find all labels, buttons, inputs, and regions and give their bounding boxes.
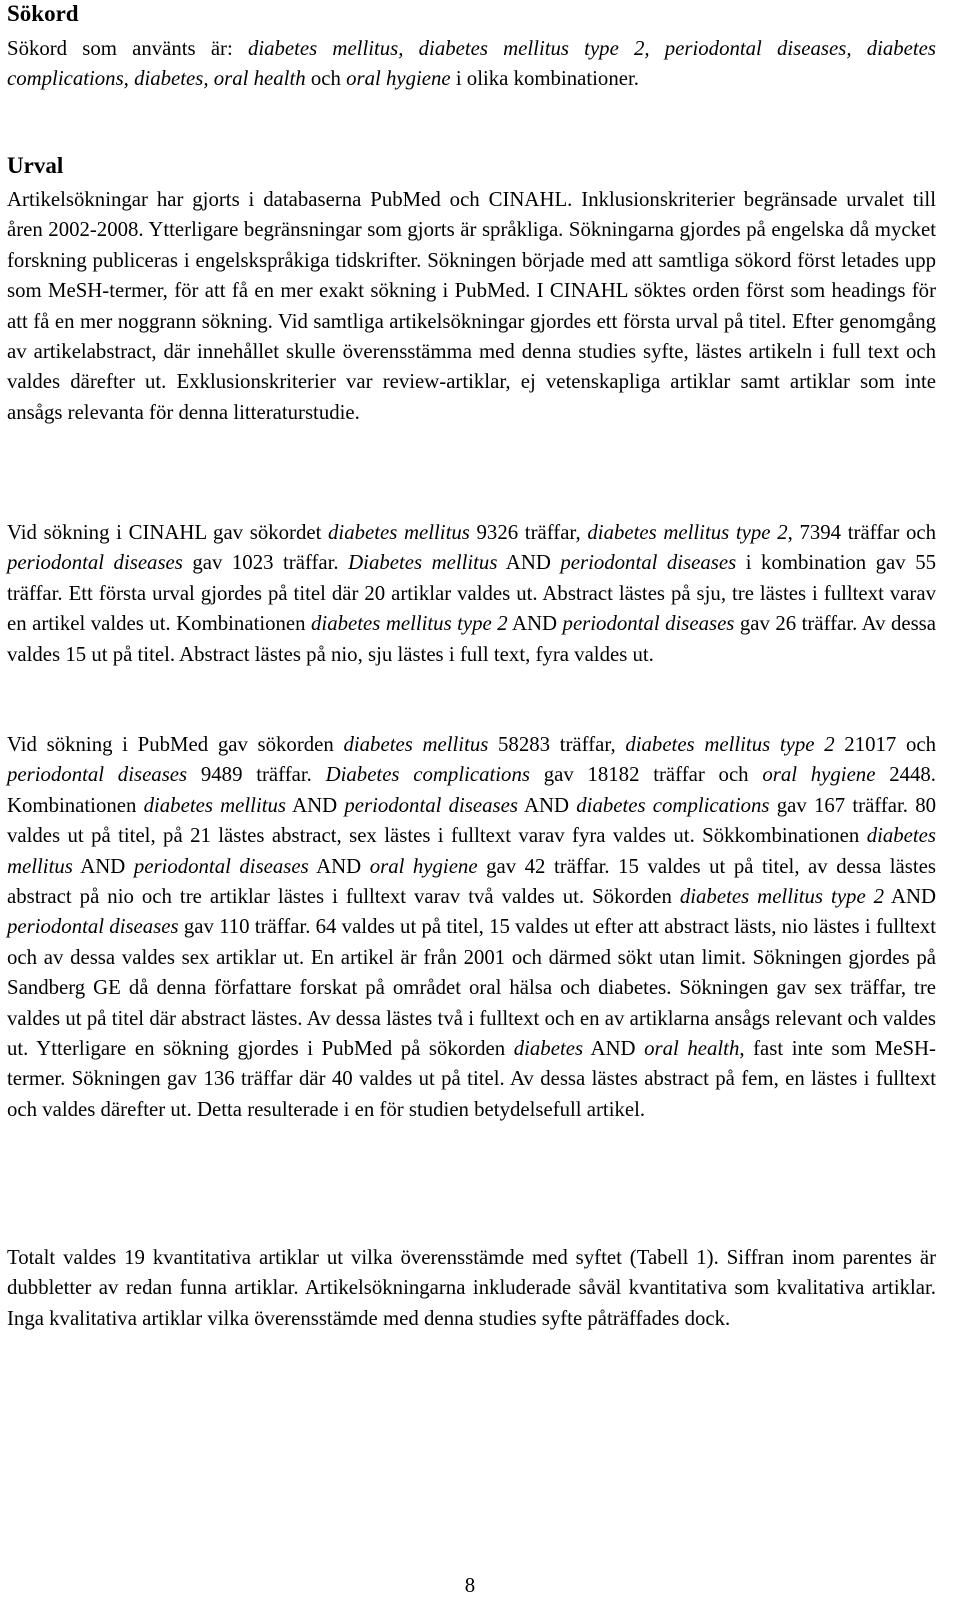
paragraph-pubmed-search [7, 730, 936, 1125]
italic-term: diabetes mellitus [343, 733, 489, 756]
text-run: gav 167 träffar. 80 valdes ut på titel, på 21 lästes abstract, sex lästes i fulltext varav fyra valdes ut. Sökkombinationen [7, 793, 936, 848]
text-run: gav 18182 träffar och [529, 763, 763, 787]
italic-term: 2 [777, 521, 788, 544]
italic-term: periodontal diseases [7, 763, 188, 787]
text-run: gav 42 träffar. 15 valdes ut på titel, av dessa lästes abstract på nio och tre artiklar lästes i fulltext varav två valdes ut. Sökorden [7, 854, 936, 909]
italic-term: periodontal diseases [7, 915, 179, 939]
text-run: AND [884, 885, 937, 909]
text-run: gav 1023 träffar. [182, 551, 349, 575]
italic-term: diabetes mellitus type 2 [679, 885, 885, 909]
text-run: Vid sökning i PubMed gav sökorden [7, 733, 344, 756]
text-run: AND [72, 854, 134, 878]
text-run: gav 26 träffar. Av dessa valdes 15 ut på titel. Abstract lästes på nio, sju lästes i full text, fyra valdes ut. [7, 612, 936, 666]
italic-term: oral hygiene [346, 67, 451, 91]
text-run: , fast inte som MeSH-termer. Sökningen gav 136 träffar där 40 valdes ut på titel. Av dessa lästes abstract på fem, en lästes i fulltext och valdes därefter ut. Detta resulterade i en för studien betydelsefull artikel. [7, 1037, 936, 1121]
text-run: Totalt valdes 19 kvantitativa artiklar ut vilka överensstämde med syftet (Tabell 1). Siffran inom parentes är dubbletter av redan funna artiklar. Artikelsökningarna inkluderade såväl kvantitativa som kvalitativa artiklar. Inga kvalitativa artiklar vilka överensstämde med denna studies syfte påträffades dock. [7, 1246, 936, 1330]
italic-term: oral health [644, 1037, 740, 1061]
text-run: AND [507, 612, 563, 636]
italic-term: Diabetes mellitus [348, 551, 498, 575]
text-run: AND [497, 551, 561, 575]
italic-term: Diabetes complications [325, 763, 530, 787]
italic-term: diabetes mellitus [143, 793, 286, 817]
text-run: Sökord som använts är: [7, 37, 248, 60]
text-run: AND [583, 1037, 645, 1061]
italic-term: periodontal diseases [7, 551, 183, 575]
italic-term: oral hygiene [369, 854, 478, 878]
italic-term: periodontal diseases [344, 793, 518, 817]
paragraph-cinahl-search [7, 518, 936, 670]
text-run: gav 110 träffar. 64 valdes ut på titel, 15 valdes ut efter att abstract lästs, nio lästes i fulltext och av dessa valdes sex artiklar ut. En artikel är från 2001 och därmed sökt utan limit. Sökningen gjordes på Sandberg GE då denna författare forskat på området oral hälsa och diabetes. Sökningen gav sex träffar, tre valdes ut på titel där abstract lästes. Av dessa lästes två i fulltext och en av artiklarna ansågs relevant och valdes ut. Ytterligare en sökning gjordes i PubMed på sökorden [7, 915, 936, 1061]
text-run: Vid sökning i CINAHL gav sökordet [7, 521, 329, 544]
section-heading-urval: Urval [7, 153, 64, 178]
italic-term: diabetes complications [576, 793, 770, 817]
italic-term: periodontal diseases [562, 612, 735, 636]
italic-term: diabetes mellitus [328, 521, 470, 544]
text-run: 21017 och [834, 733, 937, 756]
section-heading-sokord: Sökord [7, 1, 79, 26]
italic-term: oral hygiene [762, 763, 876, 787]
paragraph-total-selection [7, 1243, 936, 1334]
italic-term: periodontal diseases [133, 854, 309, 878]
paragraph-sokord [7, 34, 936, 95]
italic-term: diabetes mellitus type 2 [625, 733, 835, 756]
italic-term: diabetes mellitus type [587, 521, 771, 544]
text-run: 9326 träffar, [469, 521, 588, 544]
text-run: och [305, 67, 347, 91]
italic-term: diabetes mellitus type 2 [311, 612, 508, 636]
italic-term: periodontal diseases [560, 551, 737, 575]
text-run: AND [286, 793, 345, 817]
text-run: 2448. Kombinationen [7, 763, 936, 817]
text-run: AND [308, 854, 370, 878]
italic-term: diabetes mellitus [7, 824, 936, 878]
italic-term: diabetes [513, 1037, 584, 1061]
text-run: i olika kombinationer. [450, 67, 639, 91]
text-run: 9489 träffar. [187, 763, 326, 787]
italic-term: diabetes mellitus, diabetes mellitus type 2, periodontal diseases, diabetes complications, diabetes, oral health [7, 37, 936, 91]
paragraph-urval [7, 185, 936, 428]
text-run: , 7394 träffar och [787, 521, 936, 544]
text-run: Artikelsökningar har gjorts i databaserna PubMed och CINAHL. Inklusionskriterier begränsade urvalet till åren 2002-2008. Ytterligare begränsningar som gjorts är språkliga. Sökningarna gjordes på engelska då mycket forskning publiceras i engelskspråkiga tidskrifter. Sökningen började med att samtliga sökord först letades upp som MeSH-termer, för att få en mer exakt sökning i PubMed. I CINAHL söktes orden först som headings för att få en mer noggrann sökning. Vid samtliga artikelsökningar gjordes ett första urval på titel. Efter genomgång av artikelabstract, där innehållet skulle överensstämma med denna studies syfte, lästes artikeln i full text och valdes därefter ut. Exklusionskriterier var review-artiklar, ej vetenskapliga artiklar samt artiklar som inte ansågs relevanta för denna litteraturstudie. [7, 188, 936, 424]
text-run: AND [517, 793, 577, 817]
page-number: 8 [464, 1574, 476, 1597]
text-run: 58283 träffar, [488, 733, 626, 756]
text-run: i kombination gav 55 träffar. Ett första urval gjordes på titel där 20 artiklar valdes ut. Abstract lästes på sju, tre lästes i fulltext varav en artikel valdes ut. Kombinationen [7, 551, 936, 636]
